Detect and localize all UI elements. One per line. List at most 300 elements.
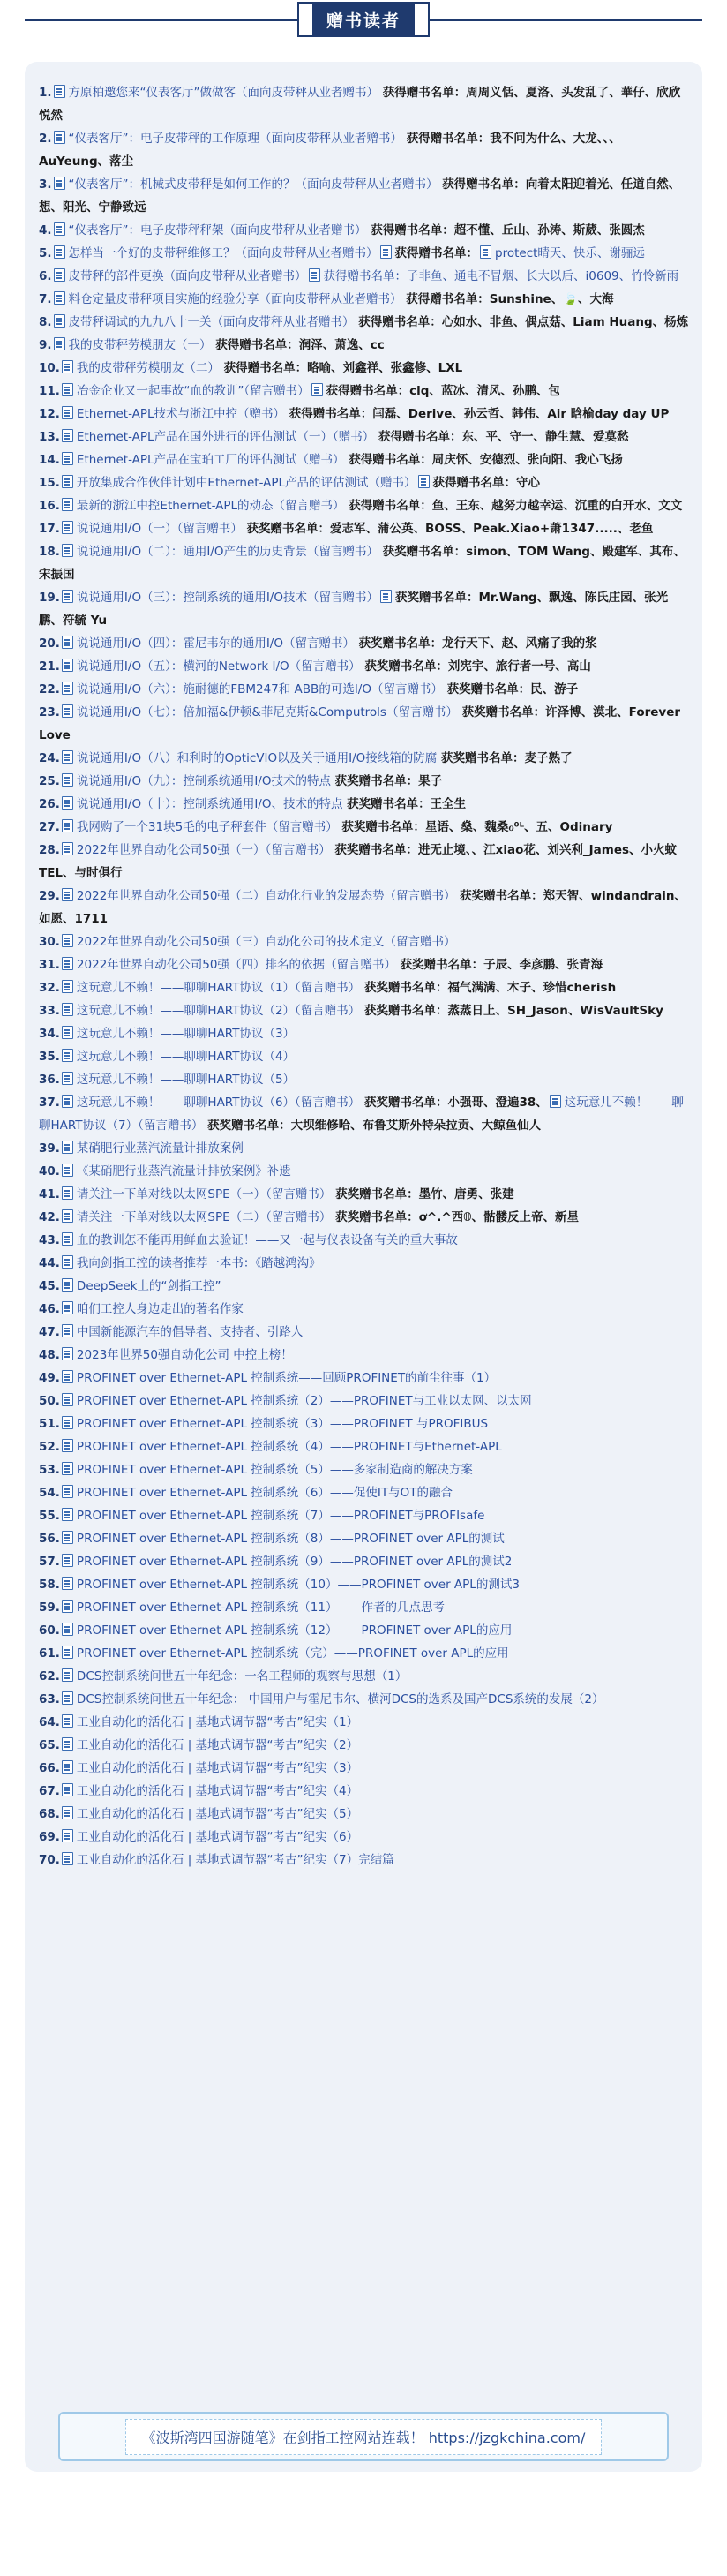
article-link[interactable]: PROFINET over Ethernet-APL 控制系统（9）——PROFINET over APL的测试2 [76, 1555, 513, 1569]
article-link[interactable]: 说说通用I/O（四）：霍尼韦尔的通用I/O（留言赠书） [76, 636, 355, 651]
list-item [39, 426, 690, 448]
article-link[interactable]: 说说通用I/O（七）：倍加福&伊顿&菲尼克斯&Computrols（留言赠书） [76, 705, 458, 719]
item-number: 40. [39, 1164, 60, 1179]
award-text: 获得赠书名单：东、平、守一、静生慧、爱莫愁 [374, 430, 629, 444]
document-icon [62, 452, 73, 465]
document-icon [62, 842, 73, 855]
list-item [39, 1711, 690, 1734]
promo-banner[interactable] [58, 2412, 669, 2461]
item-number: 54. [39, 1486, 60, 1500]
document-icon [380, 245, 392, 259]
item-number: 8. [39, 315, 52, 329]
document-icon [62, 636, 73, 649]
article-link[interactable]: 我的皮带秤劳模朋友（二） [76, 361, 220, 375]
article-link[interactable]: PROFINET over Ethernet-APL 控制系统（7）——PROFINET与PROFIsafe [76, 1509, 485, 1523]
list-item [39, 632, 690, 655]
item-number: 53. [39, 1463, 60, 1477]
article-link[interactable]: 工业自动化的活化石 | 基地式调节器“考古”纪实（5） [76, 1807, 359, 1821]
item-number: 34. [39, 1027, 60, 1041]
award-text: 获奖赠书名单：墨竹、唐勇、张建 [331, 1187, 514, 1201]
item-number: 35. [39, 1050, 60, 1064]
document-icon [62, 659, 73, 672]
article-link[interactable]: 这玩意儿不赖！——聊聊HART协议（1）（留言赠书） [76, 981, 361, 995]
page-title: 赠书读者 [312, 4, 415, 35]
award-text: 获奖赠书名单：蒸蒸日上、SH_Jason、WisVaultSky [360, 1004, 663, 1018]
award-text: 获得赠书名单：鱼、王东、越努力越幸运、沉重的白开水、文文 [344, 499, 683, 513]
item-number: 51. [39, 1417, 60, 1431]
article-link[interactable]: 我向剑指工控的读者推荐一本书：《踏越鸿沟》 [76, 1256, 321, 1270]
document-icon [62, 475, 73, 488]
document-icon [54, 314, 65, 328]
document-icon [62, 1760, 73, 1774]
document-icon [62, 1347, 73, 1360]
list-item [39, 885, 690, 930]
document-icon [62, 1485, 73, 1498]
document-icon [62, 957, 73, 970]
document-icon [62, 682, 73, 695]
document-icon [62, 1393, 73, 1406]
article-link[interactable]: 这玩意儿不赖！——聊聊HART协议（4） [76, 1050, 296, 1064]
document-icon [62, 1095, 73, 1108]
article-link[interactable]: 说说通用I/O（八）和利时的OpticVIO以及关于通用I/O接线箱的防腐 [76, 751, 438, 765]
article-link[interactable]: 工业自动化的活化石 | 基地式调节器“考古”纪实（7）完结篇 [76, 1853, 394, 1867]
document-icon [62, 590, 73, 603]
article-link[interactable]: “仪表客厅”：电子皮带秤秤架（面向皮带秤从业者赠书） [68, 223, 367, 237]
article-link[interactable]: DCS控制系统问世五十年纪念：一名工程师的观察与思想（1） [76, 1669, 408, 1683]
award-text: 获奖赠书名单：福气满满、木子、珍惜cherish [360, 981, 617, 995]
award-text: 获得赠书名单：周庆怀、安德烈、张向阳、我心飞扬 [344, 453, 623, 467]
list-item [39, 1435, 690, 1458]
article-link[interactable]: 我的皮带秤劳模朋友（一） [68, 338, 212, 352]
item-number: 61. [39, 1646, 60, 1661]
list-item [39, 816, 690, 839]
item-number: 67. [39, 1784, 60, 1798]
item-number: 63. [39, 1692, 60, 1706]
item-number: 70. [39, 1853, 60, 1867]
article-link[interactable]: 获得赠书名单：子非鱼、通电不冒烟、长大以后、i0609、竹怜新雨 [323, 269, 679, 283]
article-link[interactable]: PROFINET over Ethernet-APL 控制系统——回顾PROFINET的前尘往事（1） [76, 1371, 497, 1385]
document-icon [62, 360, 73, 373]
document-icon [62, 406, 73, 419]
item-number: 27. [39, 820, 60, 834]
document-icon [480, 245, 491, 259]
list-item [39, 976, 690, 999]
document-icon [62, 1829, 73, 1842]
list-item [39, 586, 690, 632]
item-number: 37. [39, 1096, 60, 1110]
list-item [39, 1298, 690, 1321]
document-icon [418, 475, 430, 488]
article-link[interactable]: 中国新能源汽车的倡导者、支持者、引路人 [76, 1325, 304, 1339]
list-item [39, 1481, 690, 1504]
article-link[interactable]: 咱们工控人身边走出的著名作家 [76, 1302, 244, 1316]
item-number: 18. [39, 545, 60, 559]
document-icon [62, 1278, 73, 1292]
document-icon [62, 1691, 73, 1705]
list-item [39, 81, 690, 127]
item-number: 6. [39, 269, 52, 283]
article-link[interactable]: PROFINET over Ethernet-APL 控制系统（8）——PROFINET over APL的测试 [76, 1532, 505, 1546]
item-number: 16. [39, 499, 60, 513]
article-link[interactable]: PROFINET over Ethernet-APL 控制系统（完）——PROFINET over APL的应用 [76, 1646, 509, 1661]
list-item [39, 1688, 690, 1711]
article-link[interactable]: 2022年世界自动化公司50强（二）自动化行业的发展态势（留言赠书） [76, 889, 456, 903]
document-icon [62, 750, 73, 764]
list-item [39, 1550, 690, 1573]
header [0, 0, 727, 49]
article-link[interactable]: PROFINET over Ethernet-APL 控制系统（5）——多家制造商的解决方案 [76, 1463, 473, 1477]
list-item [39, 1229, 690, 1252]
item-number: 24. [39, 751, 60, 765]
article-link[interactable]: 说说通用I/O（六）：施耐德的FBM247和 ABB的可选I/O（留言赠书） [76, 682, 443, 697]
document-icon [62, 429, 73, 442]
list-item [39, 1137, 690, 1160]
article-link[interactable]: 工业自动化的活化石 | 基地式调节器“考古”纪实（4） [76, 1784, 359, 1798]
award-text: 获奖赠书名单：麦子熟了 [437, 751, 573, 765]
document-icon [62, 1164, 73, 1177]
document-icon [54, 337, 65, 350]
item-number: 56. [39, 1532, 60, 1546]
document-icon [62, 1852, 73, 1865]
article-link[interactable]: PROFINET over Ethernet-APL 控制系统（10）——PROFINET over APL的测试3 [76, 1578, 520, 1592]
award-text: 获得赠书名单：心如水、非鱼、偶点菇、Liam Huang、杨炼 [354, 315, 689, 329]
award-text: 获奖赠书名单：小强哥、澄遍38、 [360, 1096, 548, 1110]
item-number: 69. [39, 1830, 60, 1844]
award-text: 获得赠书名单：我不问为什么、大龙、、、AuYeung、落尘 [39, 132, 621, 169]
list-item [39, 1826, 690, 1849]
item-number: 60. [39, 1623, 60, 1638]
document-icon [62, 980, 73, 993]
item-number: 11. [39, 384, 60, 398]
list-item [39, 540, 690, 586]
article-link[interactable]: 说说通用I/O（三）：控制系统的通用I/O技术（留言赠书） [76, 591, 378, 605]
list-item [39, 1390, 690, 1412]
item-number: 59. [39, 1601, 60, 1615]
award-text: 获得赠书名单：略喻、刘鑫祥、张鑫修、LXL [219, 361, 463, 375]
item-number: 21. [39, 659, 60, 674]
award-text: 获得赠书名单：超不懂、丘山、孙涛、斯葳、张圆杰 [366, 223, 645, 237]
list-item [39, 1206, 690, 1229]
item-number: 15. [39, 476, 60, 490]
list-item [39, 1734, 690, 1757]
list-item [39, 1596, 690, 1619]
article-link[interactable]: PROFINET over Ethernet-APL 控制系统（11）——作者的几点思考 [76, 1601, 445, 1615]
award-text: 获得赠书名单：润泽、萧逸、cc [211, 338, 385, 352]
document-icon [62, 1416, 73, 1429]
article-link[interactable]: 2023年世界50强自动化公司 中控上榜！ [76, 1348, 293, 1362]
award-text: 获奖赠书名单：ơ^.^西𝟘、骷髅反上帝、新星 [331, 1210, 580, 1224]
list-item [39, 1344, 690, 1367]
item-number: 19. [39, 591, 60, 605]
header-title-box [297, 2, 430, 37]
article-link[interactable]: 工业自动化的活化石 | 基地式调节器“考古”纪实（3） [76, 1761, 359, 1775]
document-icon [62, 796, 73, 810]
document-icon [62, 934, 73, 947]
item-number: 25. [39, 774, 60, 788]
document-icon [54, 291, 65, 305]
document-icon [62, 1508, 73, 1521]
article-link[interactable]: protect晴天、快乐、谢骊远 [495, 246, 645, 260]
list-item [39, 1022, 690, 1045]
document-icon [62, 888, 73, 901]
item-number: 1. [39, 86, 52, 100]
item-number: 10. [39, 361, 60, 375]
list-item [39, 127, 690, 173]
list-item [39, 1803, 690, 1826]
document-icon [62, 1255, 73, 1269]
item-number: 2. [39, 132, 52, 146]
list-card [25, 62, 702, 2472]
article-link[interactable]: Ethernet-APL产品在国外进行的评估测试（一）（赠书） [76, 430, 375, 444]
article-link[interactable]: PROFINET over Ethernet-APL 控制系统（6）——促使IT与OT的融合 [76, 1486, 453, 1500]
document-icon [62, 1462, 73, 1475]
award-text: 获奖赠书名单：王全生 [342, 797, 467, 811]
article-link[interactable]: 工业自动化的活化石 | 基地式调节器“考古”纪实（1） [76, 1715, 359, 1729]
article-link[interactable]: 料仓定量皮带秤项目实施的经验分享（面向皮带秤从业者赠书） [68, 292, 402, 306]
item-number: 68. [39, 1807, 60, 1821]
award-text: 获得赠书名单：闫磊、Derive、孙云哲、韩伟、Air 晗榆day day UP [285, 407, 670, 421]
document-icon [550, 1095, 561, 1108]
document-icon [54, 131, 65, 144]
list-item [39, 219, 690, 242]
article-link[interactable]: PROFINET over Ethernet-APL 控制系统（12）——PROFINET over APL的应用 [76, 1623, 513, 1638]
article-link[interactable]: Ethernet-APL技术与浙江中控（赠书） [76, 407, 286, 421]
list-item [39, 953, 690, 976]
award-text: 获奖赠书名单：爱志军、蒲公英、BOSS、Peak.Xiao+萧1347.....、老鱼 [242, 522, 654, 536]
item-number: 9. [39, 338, 52, 352]
promo-text[interactable]: 《波斯湾四国游随笔》在剑指工控网站连载！ https://jzgkchina.com/ [125, 2419, 603, 2455]
award-text: 获奖赠书名单：许泽博、漠北、Forever Love [39, 705, 681, 742]
item-number: 14. [39, 453, 60, 467]
list-item [39, 517, 690, 540]
list-item [39, 334, 690, 357]
award-text: 获奖赠书名单：进无止境、、江xiao花、刘兴利_James、小火蚊TEL、与时俱行 [39, 843, 678, 880]
document-icon [380, 590, 392, 603]
article-link[interactable]: 怎样当一个好的皮带秤维修工？（面向皮带秤从业者赠书） [68, 246, 378, 260]
list-item [39, 448, 690, 471]
list-item [39, 1275, 690, 1298]
award-text: 获奖赠书名单：郑天智、windandrain、如愿、1711 [39, 889, 686, 926]
article-link[interactable]: 这玩意儿不赖！——聊聊HART协议（5） [76, 1073, 296, 1087]
document-icon [62, 1554, 73, 1567]
document-icon [62, 1324, 73, 1337]
article-link[interactable]: 2022年世界自动化公司50强（四）排名的依据（留言赠书） [76, 958, 396, 972]
article-link[interactable]: 《某硝肥行业蒸汽流量计排放案例》补遗 [76, 1164, 291, 1179]
list-item [39, 1367, 690, 1390]
document-icon [62, 1049, 73, 1062]
item-number: 52. [39, 1440, 60, 1454]
item-number: 42. [39, 1210, 60, 1224]
list-item [39, 357, 690, 380]
award-text: 获奖赠书名单：龙行天下、赵、风痛了我的浆 [354, 636, 597, 651]
article-link[interactable]: 工业自动化的活化石 | 基地式调节器“考古”纪实（6） [76, 1830, 359, 1844]
award-text: 获得赠书名单：周周义恬、夏洛、头发乱了、華仔、欣欣悦然 [39, 86, 681, 123]
document-icon [62, 1072, 73, 1085]
document-icon [62, 1301, 73, 1314]
item-number: 33. [39, 1004, 60, 1018]
award-text: 获得赠书名单：守心 [432, 476, 541, 490]
document-icon [62, 1232, 73, 1246]
document-icon [62, 498, 73, 511]
item-number: 64. [39, 1715, 60, 1729]
list-item [39, 380, 690, 403]
list-item [39, 770, 690, 793]
list-item [39, 1321, 690, 1344]
list-item [39, 793, 690, 816]
document-icon [309, 268, 320, 282]
list-item [39, 1573, 690, 1596]
item-number: 26. [39, 797, 60, 811]
item-number: 29. [39, 889, 60, 903]
document-icon [62, 1026, 73, 1039]
list-item [39, 1757, 690, 1780]
award-text: 获奖赠书名单：民、游子 [442, 682, 579, 697]
document-icon [62, 1577, 73, 1590]
article-link[interactable]: 皮带秤调试的九九八十一关（面向皮带秤从业者赠书） [68, 315, 355, 329]
item-number: 50. [39, 1394, 60, 1408]
list-item [39, 1252, 690, 1275]
item-number: 22. [39, 682, 60, 697]
list-item [39, 311, 690, 334]
item-number: 47. [39, 1325, 60, 1339]
item-number: 66. [39, 1761, 60, 1775]
list-item [39, 1849, 690, 1872]
article-link[interactable]: 工业自动化的活化石 | 基地式调节器“考古”纪实（2） [76, 1738, 359, 1752]
document-icon [54, 222, 65, 236]
item-number: 12. [39, 407, 60, 421]
item-number: 58. [39, 1578, 60, 1592]
award-text: 获得赠书名单：向着太阳迎着光、任道自然、想、阳光、宁静致远 [39, 177, 681, 215]
article-link[interactable]: 说说通用I/O（一）（留言赠书） [76, 522, 243, 536]
list-item [39, 403, 690, 426]
item-number: 44. [39, 1256, 60, 1270]
article-link[interactable]: 说说通用I/O（十）：控制系统通用I/O、技术的特点 [76, 797, 343, 811]
list-item [39, 999, 690, 1022]
document-icon [62, 819, 73, 832]
list-item [39, 1665, 690, 1688]
list-item [39, 1091, 690, 1137]
document-icon [62, 1714, 73, 1728]
article-link[interactable]: 请关注一下单对线以太网SPE（二）（留言赠书） [76, 1210, 332, 1224]
article-link[interactable]: 冶金企业又一起事故“血的教训”（留言赠书） [76, 384, 310, 398]
article-link[interactable]: 这玩意儿不赖！——聊聊HART协议（7）（留言赠书） [39, 1096, 684, 1133]
article-link[interactable]: 这玩意儿不赖！——聊聊HART协议（6）（留言赠书） [76, 1096, 361, 1110]
article-link[interactable]: “仪表客厅”：机械式皮带秤是如何工作的？（面向皮带秤从业者赠书） [68, 177, 438, 192]
document-icon [62, 1141, 73, 1154]
award-text: 获奖赠书名单：刘宪宇、旅行者一号、高山 [360, 659, 591, 674]
article-link[interactable]: 皮带秤的部件更换（面向皮带秤从业者赠书） [68, 269, 307, 283]
item-number: 46. [39, 1302, 60, 1316]
list-item [39, 1504, 690, 1527]
item-number: 5. [39, 246, 52, 260]
award-text: ： [466, 246, 479, 260]
document-icon [62, 1783, 73, 1796]
article-link[interactable]: 说说通用I/O（二）：通用I/O产生的历史背景（留言赠书） [76, 545, 378, 559]
item-number: 48. [39, 1348, 60, 1362]
list-item [39, 678, 690, 701]
item-number: 13. [39, 430, 60, 444]
item-number: 7. [39, 292, 52, 306]
article-link[interactable]: Ethernet-APL产品在宝珀工厂的评估测试（赠书） [76, 453, 345, 467]
article-link[interactable]: PROFINET over Ethernet-APL 控制系统（3）——PROFINET 与PROFIBUS [76, 1417, 489, 1431]
article-link[interactable]: 开放集成合作伙伴计划中Ethernet-APL产品的评估测试（赠书） [76, 476, 416, 490]
document-icon [62, 544, 73, 557]
award-text: 获奖赠书名单：大坝维修哈、布鲁艾斯外特朵拉贡、大鲸鱼仙人 [203, 1119, 542, 1133]
award-text: 获奖赠书名单：星语、燊、魏桑ℴ⁰ᴸ、五、Odinary [337, 820, 613, 834]
item-number: 32. [39, 981, 60, 995]
document-icon [62, 1370, 73, 1383]
article-link[interactable]: PROFINET over Ethernet-APL 控制系统（4）——PROFINET与Ethernet-APL [76, 1440, 502, 1454]
document-icon [62, 1003, 73, 1016]
article-link[interactable]: 说说通用I/O（九）：控制系统通用I/O技术的特点 [76, 774, 331, 788]
list-item [39, 265, 690, 288]
item-number: 55. [39, 1509, 60, 1523]
article-link[interactable]: 2022年世界自动化公司50强（一）（留言赠书） [76, 843, 331, 857]
article-link[interactable]: 方原柏邀您来“仪表客厅”做做客（面向皮带秤从业者赠书） [68, 86, 379, 100]
item-number: 31. [39, 958, 60, 972]
article-link[interactable]: 请关注一下单对线以太网SPE（一）（留言赠书） [76, 1187, 332, 1201]
item-number: 17. [39, 522, 60, 536]
award-text: 获奖赠书名单：子辰、李彦鹏、张青海 [395, 958, 603, 972]
article-link[interactable]: 某硝肥行业蒸汽流量计排放案例 [76, 1141, 244, 1156]
article-link[interactable]: 这玩意儿不赖！——聊聊HART协议（2）（留言赠书） [76, 1004, 361, 1018]
list-item [39, 1183, 690, 1206]
award-text: 获奖赠书名单：simon、TOM Wang、殿建军、其布、宋振国 [39, 545, 686, 582]
document-icon [54, 268, 65, 282]
article-link[interactable]: 我网购了一个31块5毛的电子秤套件（留言赠书） [76, 820, 338, 834]
article-link[interactable]: 这玩意儿不赖！——聊聊HART协议（3） [76, 1027, 296, 1041]
item-number: 30. [39, 935, 60, 949]
list-item [39, 1780, 690, 1803]
item-number: 28. [39, 843, 60, 857]
list-item [39, 930, 690, 953]
item-number: 4. [39, 223, 52, 237]
document-icon [54, 177, 65, 190]
article-link[interactable]: 最新的浙江中控Ethernet-APL的动态（留言赠书） [76, 499, 345, 513]
item-number: 49. [39, 1371, 60, 1385]
award-text: 获得赠书名单：clq、蓝冰、清风、孙鹏、包 [326, 384, 560, 398]
item-number: 3. [39, 177, 52, 192]
article-link[interactable]: 说说通用I/O（五）：横河的Network I/O（留言赠书） [76, 659, 361, 674]
item-number: 23. [39, 705, 60, 719]
award-text: 获奖赠书名单：果子 [330, 774, 443, 788]
list-item [39, 747, 690, 770]
document-icon [311, 383, 323, 396]
document-icon [62, 1623, 73, 1636]
document-icon [62, 1668, 73, 1682]
list-item [39, 1527, 690, 1550]
list-item [39, 839, 690, 885]
document-icon [62, 521, 73, 534]
document-icon [62, 383, 73, 396]
item-number: 62. [39, 1669, 60, 1683]
document-icon [62, 1737, 73, 1751]
list-item [39, 1068, 690, 1091]
document-icon [62, 1439, 73, 1452]
item-number: 20. [39, 636, 60, 651]
document-icon [62, 1600, 73, 1613]
article-link[interactable]: “仪表客厅”：电子皮带秤的工作原理（面向皮带秤从业者赠书） [68, 132, 403, 146]
item-number: 41. [39, 1187, 60, 1201]
item-number: 57. [39, 1555, 60, 1569]
article-link[interactable]: PROFINET over Ethernet-APL 控制系统（2）——PROFINET与工业以太网、以太网 [76, 1394, 532, 1408]
article-link[interactable]: DeepSeek上的“剑指工控” [76, 1279, 221, 1293]
article-link[interactable]: 2022年世界自动化公司50强（三）自动化公司的技术定义（留言赠书） [76, 935, 456, 949]
article-link[interactable]: 血的教训怎不能再用鲜血去验证！——又一起与仪表设备有关的重大事故 [76, 1233, 458, 1247]
list-item [39, 1412, 690, 1435]
article-link[interactable]: DCS控制系统问世五十年纪念： 中国用户与霍尼韦尔、横河DCS的选系及国产DCS系统的发展（2） [76, 1692, 604, 1706]
item-number: 65. [39, 1738, 60, 1752]
